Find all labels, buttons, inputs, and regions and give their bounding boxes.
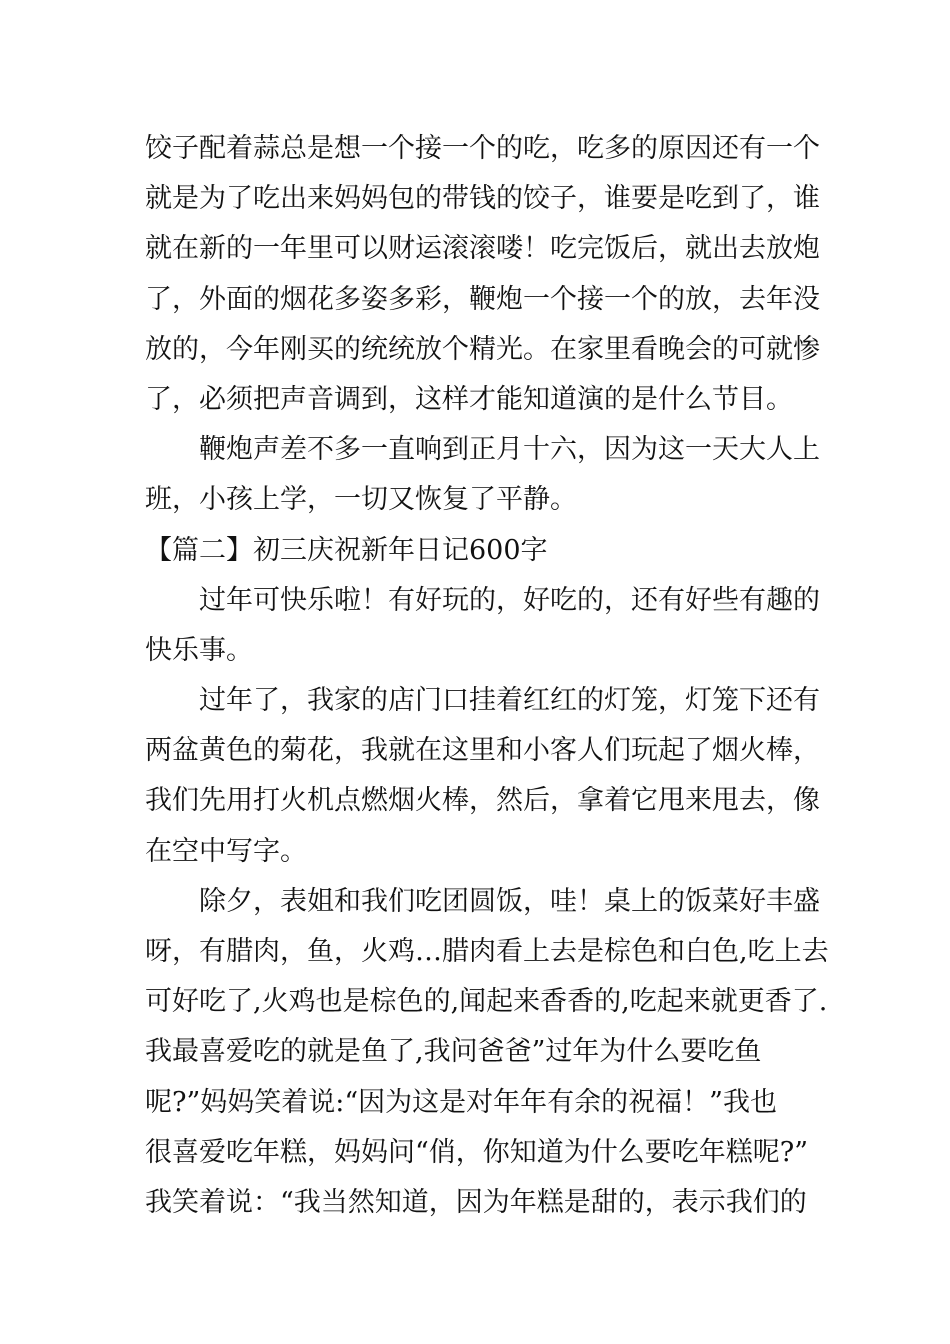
text-line: 放的，今年刚买的统统放个精光。在家里看晚会的可就惨 (145, 333, 820, 365)
text-line: 就在新的一年里可以财运滚滚喽！吃完饭后，就出去放炮 (145, 233, 820, 265)
text-line: 我们先用打火机点燃烟火棒，然后，拿着它甩来甩去，像 (145, 785, 820, 817)
text-line: 我笑着说：“我当然知道，因为年糕是甜的，表示我们的 (145, 1186, 807, 1218)
text-line: 了，必须把声音调到，这样才能知道演的是什么节目。 (145, 383, 793, 415)
text-line: 除夕，表姐和我们吃团圆饭，哇！桌上的饭菜好丰盛 (199, 885, 820, 917)
text-line: 呀，有腊肉，鱼，火鸡…腊肉看上去是棕色和白色,吃上去 (145, 936, 829, 967)
text-line: 在空中写字。 (145, 835, 307, 867)
text-line: 过年了，我家的店门口挂着红红的灯笼，灯笼下还有 (199, 685, 820, 717)
text-line: 呢?”妈妈笑着说:“因为这是对年年有余的祝福！”我也 (145, 1086, 777, 1118)
text-line: 了，外面的烟花多姿多彩，鞭炮一个接一个的放，去年没 (145, 283, 820, 315)
text-line: 很喜爱吃年糕，妈妈问“俏，你知道为什么要吃年糕呢?” (145, 1136, 809, 1168)
body-text (145, 124, 829, 1228)
text-line: 班，小孩上学，一切又恢复了平静。 (145, 484, 577, 516)
text-line: 饺子配着蒜总是想一个接一个的吃，吃多的原因还有一个 (145, 133, 820, 164)
text-line: 过年可快乐啦！有好玩的，好吃的，还有好些有趣的 (199, 584, 820, 616)
text-line: 鞭炮声差不多一直响到正月十六，因为这一天大人上 (199, 434, 820, 466)
text-line: 可好吃了,火鸡也是棕色的,闻起来香香的,吃起来就更香了. (145, 986, 828, 1018)
text-line: 我最喜爱吃的就是鱼了,我问爸爸”过年为什么要吃鱼 (145, 1036, 762, 1068)
text-line: 就是为了吃出来妈妈包的带钱的饺子，谁要是吃到了，谁 (145, 183, 820, 215)
text-line: 两盆黄色的菊花，我就在这里和小客人们玩起了烟火棒， (145, 735, 820, 767)
section-heading: 【篇二】初三庆祝新年日记600字 (145, 534, 548, 566)
text-line: 快乐事。 (145, 634, 253, 666)
